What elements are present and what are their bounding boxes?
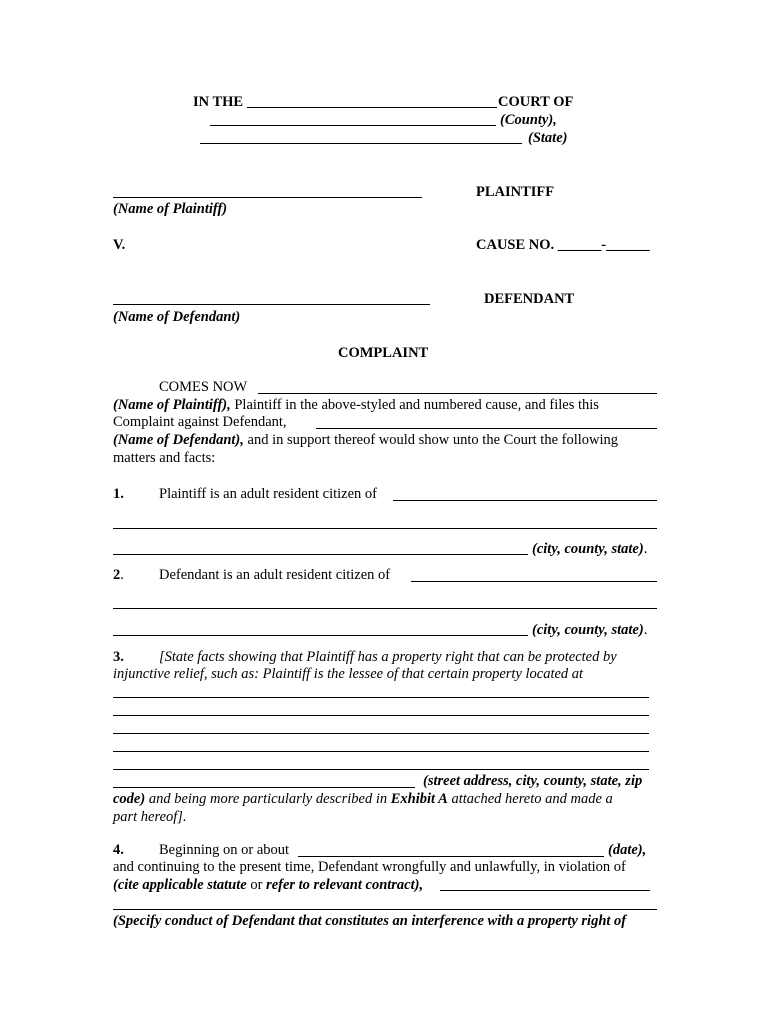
header-in-the: IN THE <box>193 94 244 110</box>
comes-now-text: COMES NOW <box>159 379 248 395</box>
para3-described-text: and being more particularly described in <box>148 791 388 807</box>
para3-line-5: part hereof]. <box>113 809 187 825</box>
para3-address-blank-2[interactable] <box>113 715 649 716</box>
para3-address-blank-5[interactable] <box>113 769 649 770</box>
para4-number: 4. <box>113 842 124 858</box>
para3-address-blank-4[interactable] <box>113 751 649 752</box>
para3-address-hint: (street address, city, county, state, zip <box>423 773 643 789</box>
header-county: (County), <box>500 112 557 128</box>
plaintiff-name-blank[interactable] <box>113 197 422 198</box>
para2-number <box>113 567 124 584</box>
para4-date-hint: (date), <box>608 842 647 858</box>
para1-blank-3[interactable] <box>113 554 528 555</box>
header-court-of: COURT OF <box>498 94 574 110</box>
para2-location <box>532 622 647 639</box>
para4-conduct-blank[interactable] <box>113 909 657 910</box>
para1-blank-1[interactable] <box>393 500 657 501</box>
para4-statute-blank[interactable] <box>440 890 650 891</box>
para4-statute-line <box>113 877 423 894</box>
para1-location <box>532 541 647 558</box>
para4-or: or <box>250 877 263 893</box>
intro-defendant-blank[interactable] <box>316 428 657 429</box>
intro-line-1 <box>113 397 657 415</box>
para4-text-2: and continuing to the present time, Defendant wrongfully and unlawfully, in violation of <box>113 859 626 875</box>
para3-number: 3. <box>113 649 124 665</box>
para4-statute-hint: (cite applicable statute <box>113 877 247 893</box>
para3-address-blank-6[interactable] <box>113 787 415 788</box>
para2-period: . <box>643 622 648 638</box>
intro-text-3: and in support thereof would show unto the Court the following <box>247 432 619 448</box>
para2-number-dot: . <box>120 567 124 583</box>
intro-text-2: Complaint against Defendant, <box>113 414 287 430</box>
para1-text: Plaintiff is an adult resident citizen of <box>159 486 377 502</box>
para4-contract-hint: refer to relevant contract), <box>266 877 424 893</box>
para3-line-2: injunctive relief, such as: Plaintiff is the lessee of that certain property located at <box>113 666 584 682</box>
para1-number: 1. <box>113 486 124 502</box>
para3-address-blank-3[interactable] <box>113 733 649 734</box>
para3-line-1: [State facts showing that Plaintiff has a property right that can be protected by <box>159 649 617 665</box>
para4-text-1: Beginning on or about <box>159 842 290 858</box>
para3-address-blank-1[interactable] <box>113 697 649 698</box>
para3-line-3 <box>113 791 613 808</box>
para4-specify-hint: (Specify conduct of Defendant that constitutes an interference with a property right of <box>113 913 627 929</box>
intro-line-3 <box>113 432 657 450</box>
court-name-blank[interactable] <box>247 107 497 108</box>
para1-period: . <box>643 541 648 557</box>
para1-blank-2[interactable] <box>113 528 657 529</box>
para2-blank-1[interactable] <box>411 581 657 582</box>
intro-text-4: matters and facts: <box>113 450 216 466</box>
para2-blank-2[interactable] <box>113 608 657 609</box>
para2-location-hint: (city, county, state) <box>532 622 644 638</box>
header-state: (State) <box>528 130 568 146</box>
comes-now-blank[interactable] <box>258 393 657 394</box>
para3-exhibit: Exhibit A <box>390 791 448 807</box>
para2-blank-3[interactable] <box>113 635 528 636</box>
versus: V. <box>113 237 126 253</box>
para2-number-digit: 2 <box>113 567 121 583</box>
defendant-name-blank[interactable] <box>113 304 430 305</box>
county-blank[interactable] <box>210 125 496 126</box>
para1-location-hint: (city, county, state) <box>532 541 644 557</box>
para4-date-blank[interactable] <box>298 856 604 857</box>
para3-code-hint: code) <box>113 791 146 807</box>
document-title: COMPLAINT <box>338 345 429 361</box>
para3-attached-text: attached hereto and made a <box>451 791 613 807</box>
defendant-name-hint: (Name of Defendant) <box>113 309 241 325</box>
state-blank[interactable] <box>200 143 522 144</box>
plaintiff-label: PLAINTIFF <box>476 184 555 200</box>
intro-plaintiff-hint: (Name of Plaintiff), <box>113 397 231 413</box>
para2-text: Defendant is an adult resident citizen of <box>159 567 391 583</box>
plaintiff-name-hint: (Name of Plaintiff) <box>113 201 228 217</box>
defendant-label: DEFENDANT <box>484 291 575 307</box>
cause-number: CAUSE NO. ______-______ <box>476 237 650 253</box>
intro-text-1: Plaintiff in the above-styled and numbered cause, and files this <box>234 397 599 413</box>
intro-defendant-hint: (Name of Defendant), <box>113 432 244 448</box>
